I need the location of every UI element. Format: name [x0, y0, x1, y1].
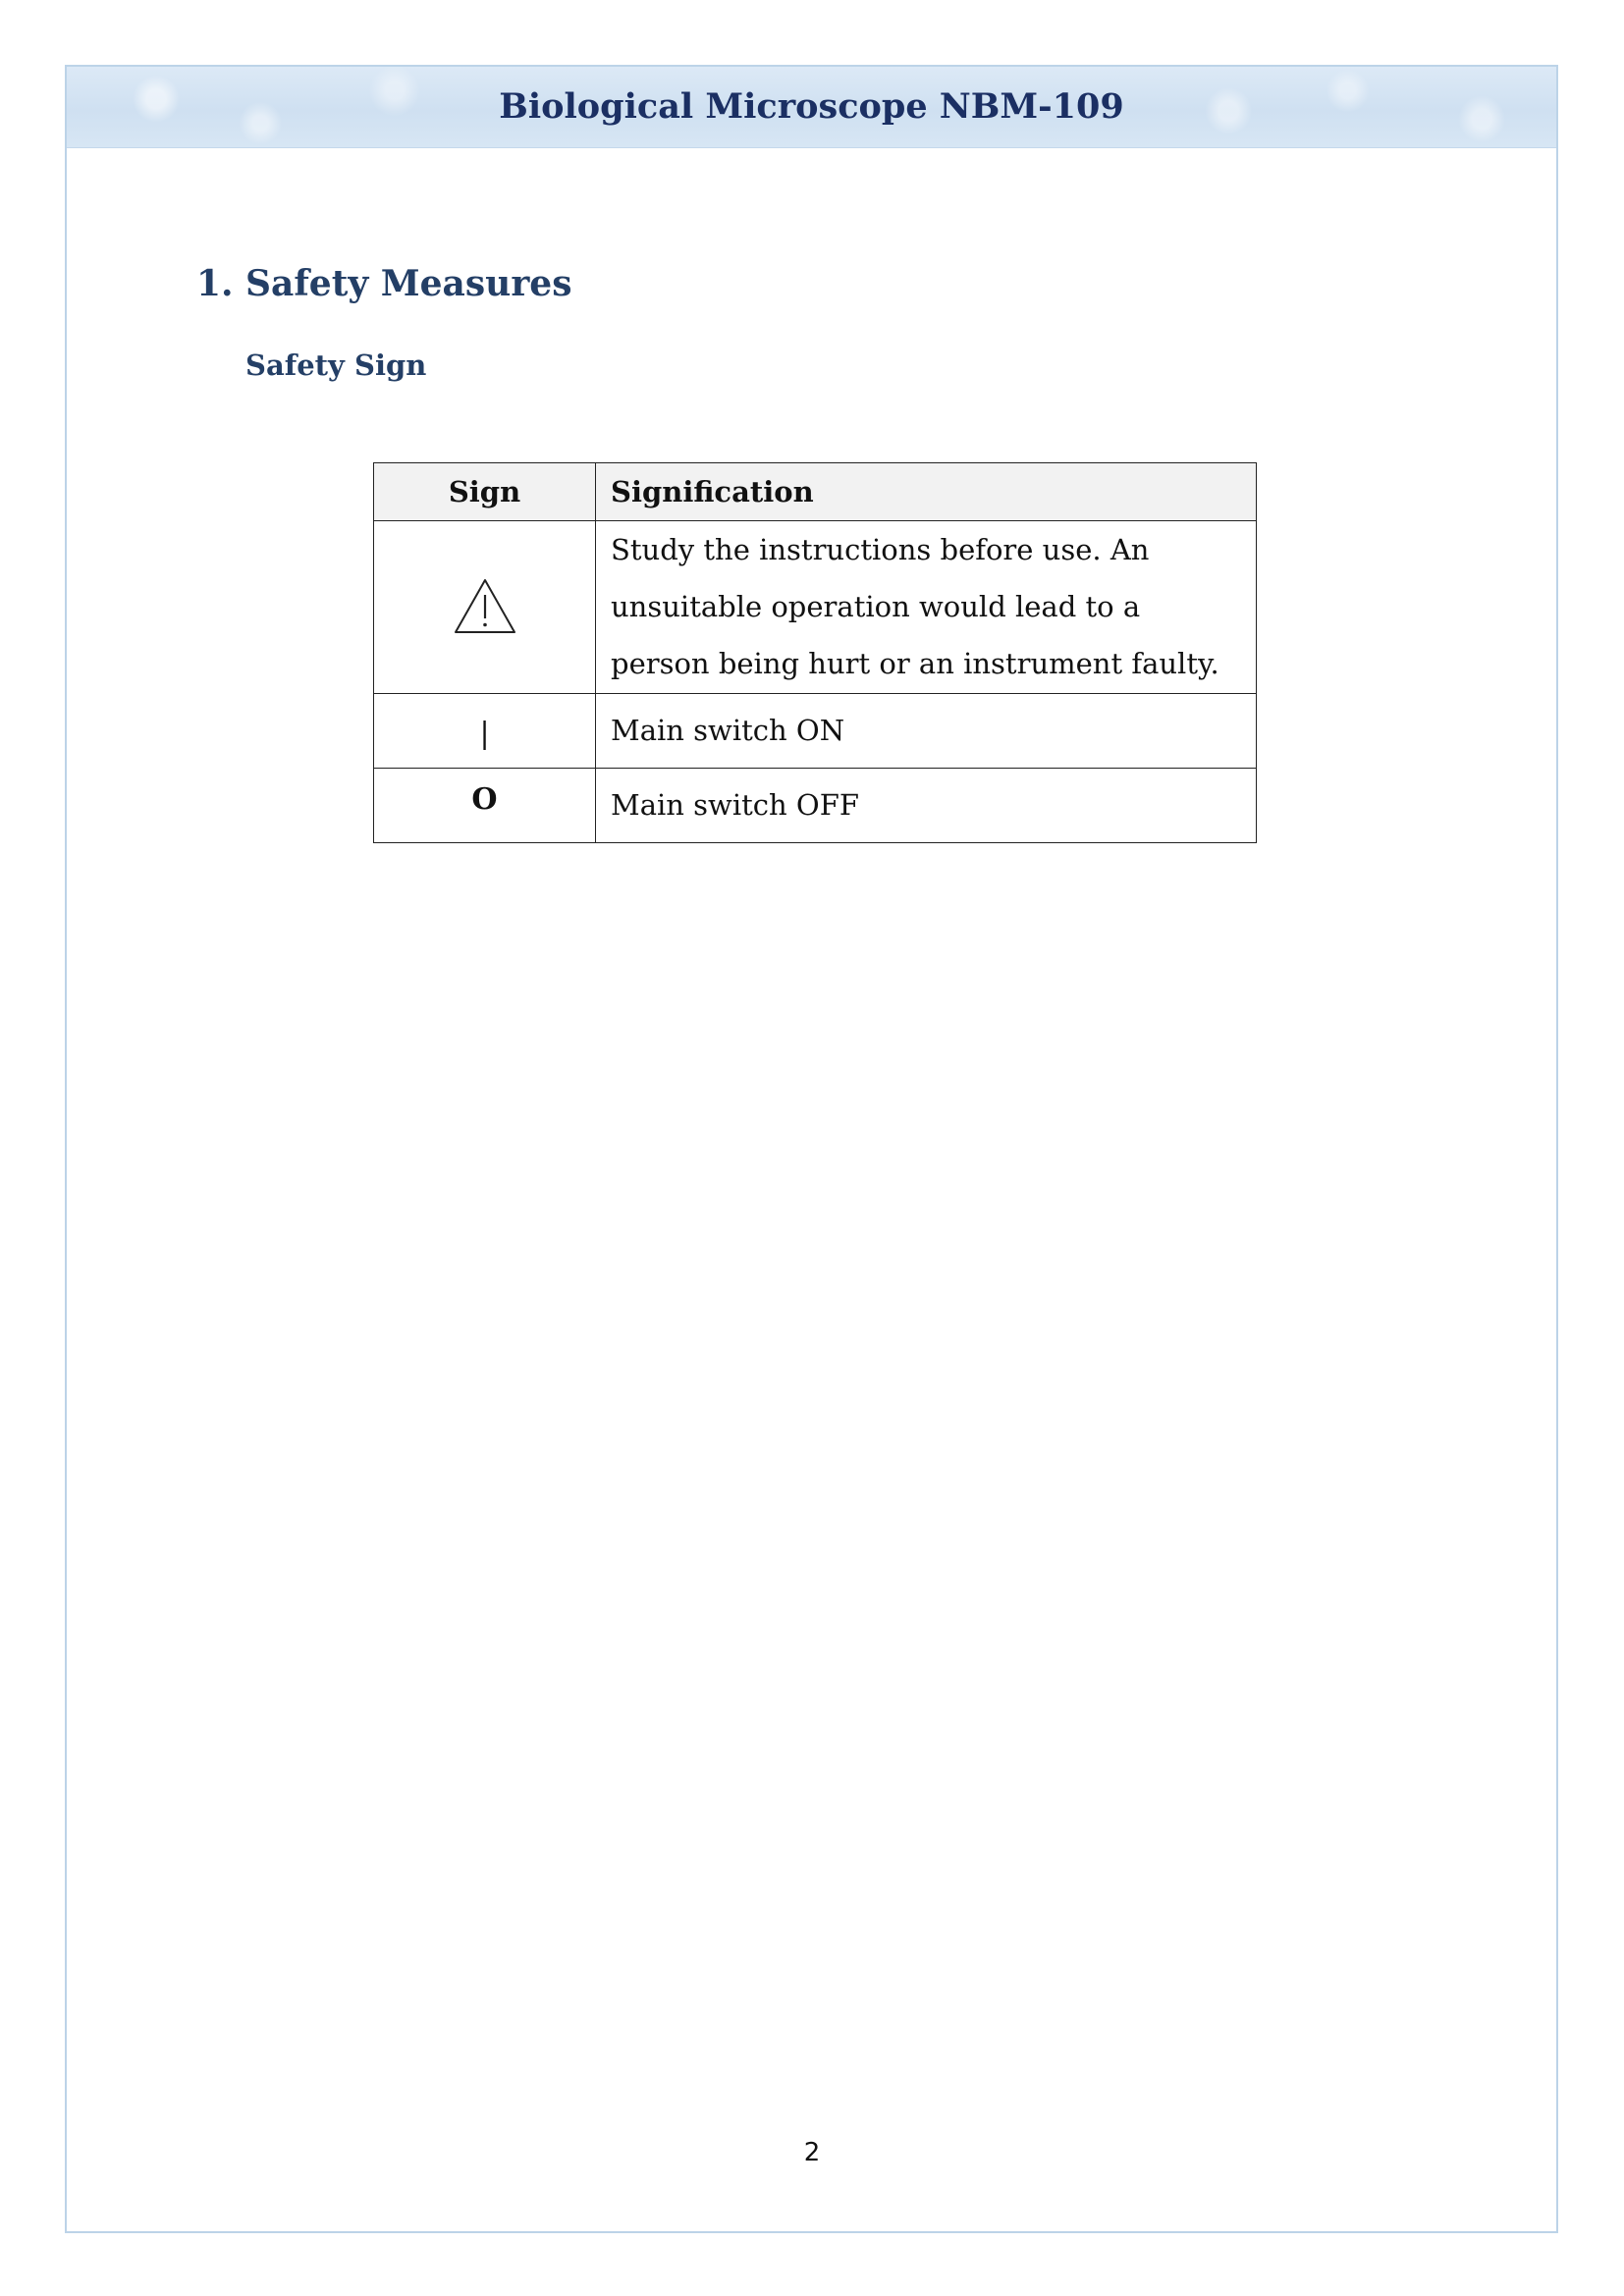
table-row	[374, 521, 1257, 694]
subsection-heading: Safety Sign	[245, 348, 427, 382]
table-row	[374, 694, 1257, 769]
section-number: 1.	[196, 263, 234, 304]
warning-triangle-icon	[453, 577, 517, 636]
power-on-symbol: |	[479, 717, 490, 751]
signification-cell: Main switch ON	[596, 694, 1257, 769]
sign-cell	[374, 769, 596, 843]
signification-cell: Main switch OFF	[596, 769, 1257, 843]
sign-cell	[374, 521, 596, 694]
section-heading	[196, 263, 571, 304]
signification-cell: Study the instructions before use. An unsuitable operation would lead to a person being hurt or an instrument faulty.	[596, 521, 1257, 694]
column-header-signification: Signification	[596, 463, 1257, 521]
document-title: Biological Microscope NBM-109	[499, 86, 1124, 127]
header-banner	[67, 67, 1556, 148]
page-frame	[65, 65, 1558, 2233]
table-header-row	[374, 463, 1257, 521]
table-row	[374, 769, 1257, 843]
column-header-sign: Sign	[374, 463, 596, 521]
power-off-symbol: O	[471, 782, 498, 817]
section-title: Safety Measures	[245, 263, 572, 304]
sign-cell	[374, 694, 596, 769]
page-number: 2	[803, 2138, 821, 2167]
safety-sign-table	[373, 462, 1257, 843]
